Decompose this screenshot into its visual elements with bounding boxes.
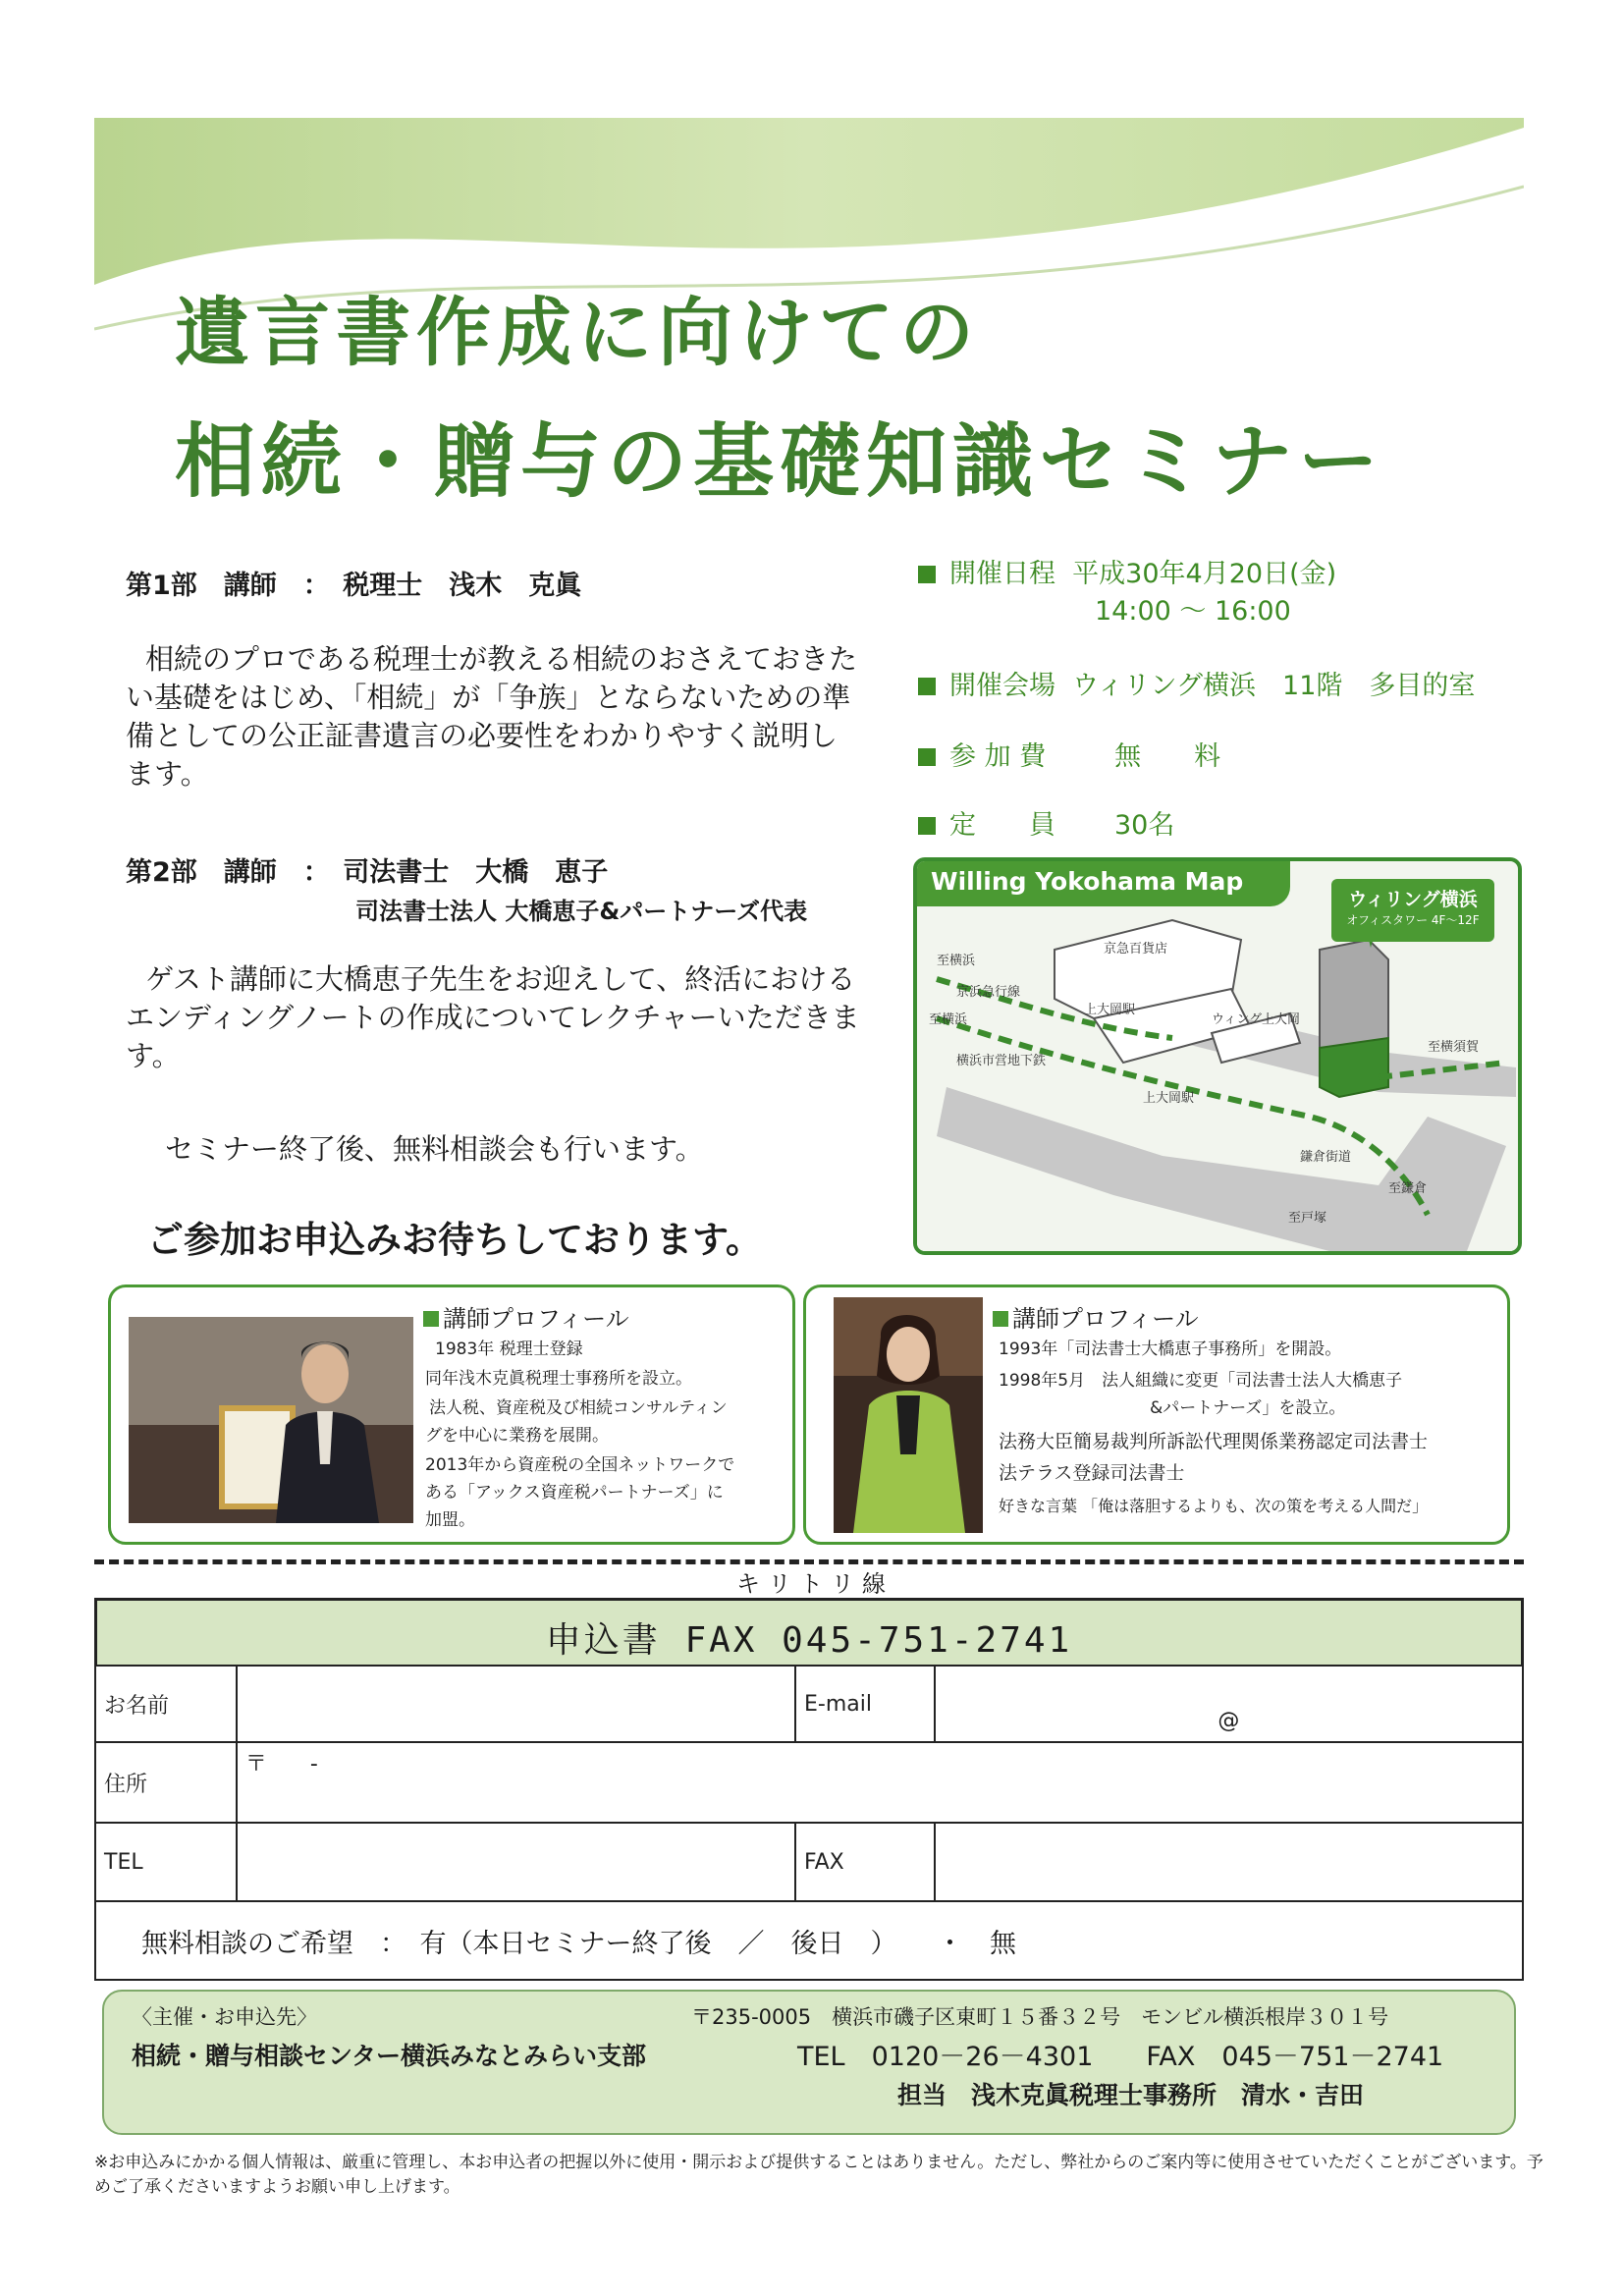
part2-description: ゲスト講師に大橋恵子先生をお迎えして、終活におけるエンディングノートの作成についてレクチャーいただきます。 [126,962,860,1072]
profile1-line: 2013年から資産税の全国ネットワークで [425,1455,735,1475]
profile2-line: 法務大臣簡易裁判所訴訟代理関係業務認定司法書士 [999,1431,1429,1452]
map-label-kamakura-road: 鎌倉街道 [1300,1150,1352,1165]
organizer-contact: TEL 0120－26－4301 FAX 045－751－2741 [797,2042,1444,2072]
map-label-to-yokosuka: 至横須賀 [1428,1040,1480,1055]
part2-heading: 第2部 講師 ： 司法書士 大橋 恵子 [126,857,609,888]
square-bullet-icon [918,748,936,766]
map-title: Willing Yokohama Map [917,861,1290,906]
cut-line-label: キリトリ線 [727,1564,903,1599]
profile2-line: 法テラス登録司法書士 [999,1462,1185,1484]
profile1-line: 加盟。 [425,1510,475,1530]
map-label-to-yokohama-2: 至横浜 [929,1012,968,1027]
profile2-line: 1998年5月 法人組織に変更「司法書士法人大橋恵子 [999,1371,1403,1391]
email-field[interactable] [935,1666,1523,1742]
address-field[interactable] [237,1742,1523,1823]
map-label-kamiooka-2: 上大岡駅 [1143,1091,1195,1106]
part2-affiliation: 司法書士法人 大橋恵子&パートナーズ代表 [355,898,808,925]
part1-heading: 第1部 講師 ： 税理士 浅木 克眞 [126,571,582,601]
name-label: お名前 [95,1666,237,1742]
square-bullet-icon [993,1311,1008,1327]
organizer-label: 〈主催・お申込先〉 [132,2005,317,2029]
map-label-kamiooka: 上大岡駅 [1084,1003,1136,1017]
map-label-to-kamakura: 至鎌倉 [1388,1181,1428,1196]
organizer-person: 担当 浅木克眞税理士事務所 清水・吉田 [897,2081,1365,2109]
organizer-name: 相続・贈与相談センター横浜みなとみらい支部 [132,2042,647,2070]
map-label-to-totsuka: 至戸塚 [1288,1211,1327,1226]
fax-label: FAX [795,1823,935,1901]
address-label: 住所 [95,1742,237,1823]
profile-card-2 [803,1285,1510,1545]
info-venue: 開催会場 ウィリング横浜 11階 多目的室 [918,664,1475,702]
square-bullet-icon [918,817,936,835]
part1-description: 相続のプロである税理士が教える相続のおさえておきたい基礎をはじめ、「相続」が「争族」とならないための準備としての公正証書遺言の必要性をわかりやすく説明します。 [126,642,858,791]
application-form [94,1665,1524,1981]
form-title: 申込書 FAX 045-751-2741 [94,1598,1524,1665]
profile2-heading: 講師プロフィール [993,1299,1199,1334]
map-label-to-yokohama: 至横浜 [937,954,976,968]
venue-map [913,857,1522,1255]
name-field[interactable] [237,1666,795,1742]
postal-mark: 〒 - [244,1752,318,1777]
title-line-1: 遺言書作成に向けての [175,289,980,376]
info-capacity: 定 員 30名 [918,803,1174,842]
email-label: E-mail [795,1666,935,1742]
profile1-heading: 講師プロフィール [423,1299,629,1334]
info-date: 開催日程 平成30年4月20日(金) [918,552,1336,590]
square-bullet-icon [423,1311,439,1327]
privacy-notice: ※お申込みにかかる個人情報は、厳重に管理し、本お申込者の把握以外に使用・開示および提供することはありません。ただし、弊社からのご案内等に使用させていただくことがございます。予めご了承くださいますようお願い申し上げます。 [94,2153,1543,2197]
profile1-line: 1983年 税理士登録 [435,1339,583,1359]
email-at-sign: @ [1217,1709,1240,1733]
lecturer-photo-2 [834,1297,983,1533]
consultation-note: セミナー終了後、無料相談会も行います。 [165,1132,704,1166]
lecturer-photo-1 [129,1317,413,1523]
tel-field[interactable] [237,1823,795,1901]
profile2-line: 1993年「司法書士大橋恵子事務所」を開設。 [999,1339,1342,1359]
map-label-keikyu: 京浜急行線 [956,985,1021,1000]
map-venue-tag: ウィリング横浜 オフィスタワー 4F～12F [1331,879,1494,942]
profile2-line: &パートナーズ」を設立。 [1150,1398,1346,1418]
call-to-action: ご参加お申込みお待ちしております。 [147,1219,763,1261]
profile1-line: グを中心に業務を展開。 [425,1426,609,1446]
map-label-store: 京急百貨店 [1104,942,1168,957]
map-label-subway: 横浜市営地下鉄 [956,1054,1047,1068]
title-line-2: 相続・贈与の基礎知識セミナー [175,415,1385,509]
square-bullet-icon [918,566,936,583]
info-fee: 参 加 費 無 料 [918,735,1220,773]
fax-field[interactable] [935,1823,1523,1901]
profile1-line: 同年浅木克眞税理士事務所を設立。 [425,1369,692,1389]
organizer-address: 〒235-0005 横浜市磯子区東町１５番３２号 モンビル横浜根岸３０１号 [691,2005,1389,2029]
tel-label: TEL [95,1823,237,1901]
profile1-line: 法人税、資産税及び相続コンサルティン [429,1398,728,1418]
profile2-line: 好きな言葉 「俺は落胆するよりも、次の策を考える人間だ」 [999,1497,1429,1515]
consultation-preference[interactable]: 無料相談のご希望 ： 有（本日セミナー終了後 ／ 後日 ） ・ 無 [95,1901,1523,1980]
map-label-wing: ウィング上大岡 [1212,1012,1300,1027]
info-time: 14:00 ～ 16:00 [1095,596,1291,627]
profile1-line: ある「アックス資産税パートナーズ」に [425,1483,724,1503]
profile-card-1 [108,1285,795,1545]
square-bullet-icon [918,678,936,695]
organizer-box [102,1990,1516,2135]
